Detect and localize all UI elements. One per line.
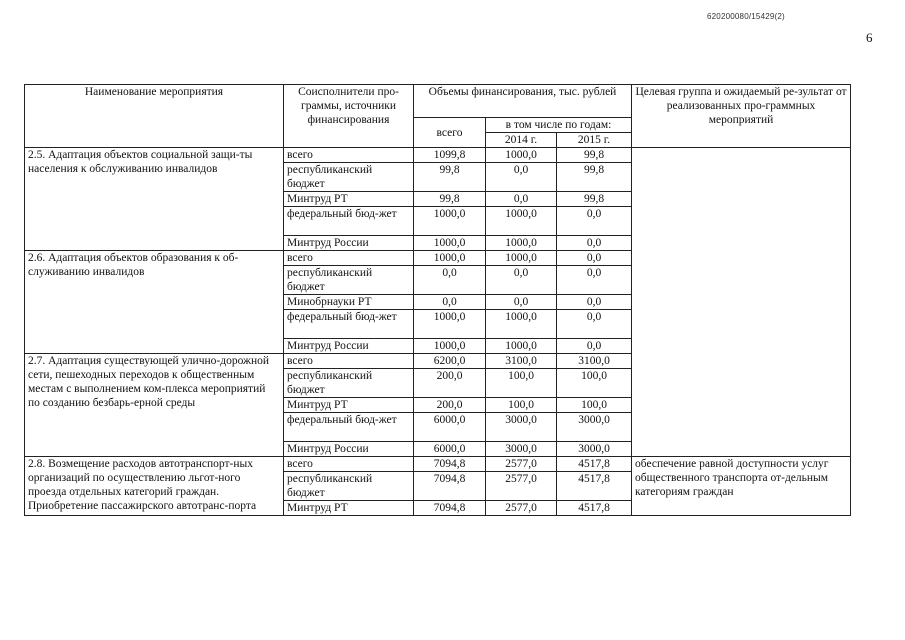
financing-table (24, 84, 851, 516)
amount-y2015: 4517,8 (557, 472, 632, 501)
amount-y2014: 1000,0 (486, 251, 557, 266)
amount-y2014: 3000,0 (486, 413, 557, 442)
amount-y2015: 0,0 (557, 266, 632, 295)
funding-source: республиканский бюджет (284, 266, 414, 295)
amount-total: 6000,0 (414, 442, 486, 457)
amount-y2014: 100,0 (486, 398, 557, 413)
header-year-2015: 2015 г. (557, 133, 632, 148)
amount-total: 200,0 (414, 398, 486, 413)
funding-source: республиканский бюджет (284, 163, 414, 192)
funding-source: всего (284, 457, 414, 472)
funding-source: федеральный бюд-жет (284, 310, 414, 339)
amount-y2014: 2577,0 (486, 457, 557, 472)
amount-y2015: 3100,0 (557, 354, 632, 369)
document-id: 620200080/15429(2) (707, 12, 785, 21)
header-event: Наименование мероприятия (25, 85, 284, 148)
amount-y2015: 0,0 (557, 251, 632, 266)
header-year-2014: 2014 г. (486, 133, 557, 148)
table-row (25, 457, 851, 472)
amount-total: 6200,0 (414, 354, 486, 369)
funding-source: Минтруд РТ (284, 398, 414, 413)
amount-y2014: 1000,0 (486, 310, 557, 339)
amount-y2015: 100,0 (557, 369, 632, 398)
amount-y2015: 0,0 (557, 295, 632, 310)
amount-y2014: 100,0 (486, 369, 557, 398)
amount-total: 99,8 (414, 192, 486, 207)
amount-total: 1000,0 (414, 236, 486, 251)
amount-y2015: 0,0 (557, 339, 632, 354)
amount-y2014: 3000,0 (486, 442, 557, 457)
amount-total: 0,0 (414, 295, 486, 310)
amount-y2015: 3000,0 (557, 413, 632, 442)
header-executors: Соисполнители про-граммы, источники финансирования (284, 85, 414, 148)
amount-total: 7094,8 (414, 472, 486, 501)
funding-source: федеральный бюд-жет (284, 207, 414, 236)
table-row (25, 148, 851, 163)
amount-total: 99,8 (414, 163, 486, 192)
amount-y2015: 0,0 (557, 310, 632, 339)
amount-y2014: 2577,0 (486, 472, 557, 501)
header-funding: Объемы финансирования, тыс. рублей (414, 85, 632, 118)
funding-source: Минтруд РТ (284, 192, 414, 207)
event-name: 2.6. Адаптация объектов образования к об-служиванию инвалидов (25, 251, 284, 354)
amount-y2014: 1000,0 (486, 207, 557, 236)
amount-total: 1000,0 (414, 251, 486, 266)
amount-y2015: 4517,8 (557, 457, 632, 472)
amount-total: 1000,0 (414, 310, 486, 339)
amount-y2015: 3000,0 (557, 442, 632, 457)
header-target: Целевая группа и ожидаемый ре-зультат от реализованных про-граммных мероприятий (632, 85, 851, 148)
funding-source: Минобрнауки РТ (284, 295, 414, 310)
target-group: обеспечение равной доступности услуг общественного транспорта от-дельным категориям граждан (632, 457, 851, 516)
event-name: 2.5. Адаптация объектов социальной защи-ты населения к обслуживанию инвалидов (25, 148, 284, 251)
funding-source: всего (284, 354, 414, 369)
table-header (25, 85, 851, 148)
funding-source: республиканский бюджет (284, 472, 414, 501)
amount-y2015: 99,8 (557, 192, 632, 207)
amount-y2014: 3100,0 (486, 354, 557, 369)
table-body (25, 148, 851, 516)
amount-y2015: 0,0 (557, 236, 632, 251)
amount-y2014: 0,0 (486, 192, 557, 207)
funding-source: Минтруд РТ (284, 501, 414, 516)
page-number: 6 (866, 30, 873, 45)
amount-y2014: 0,0 (486, 163, 557, 192)
amount-y2014: 2577,0 (486, 501, 557, 516)
amount-y2015: 99,8 (557, 163, 632, 192)
amount-y2015: 0,0 (557, 207, 632, 236)
funding-source: всего (284, 251, 414, 266)
event-name: 2.7. Адаптация существующей улично-дорожной сети, пешеходных переходов к общественным местам с выполнением ком-плекса мероприятий по созданию безбарь-ерной среды (25, 354, 284, 457)
funding-source: Минтруд России (284, 236, 414, 251)
amount-total: 1000,0 (414, 339, 486, 354)
funding-source: республиканский бюджет (284, 369, 414, 398)
funding-source: Минтруд России (284, 442, 414, 457)
target-group-empty (632, 148, 851, 457)
amount-total: 200,0 (414, 369, 486, 398)
amount-total: 1099,8 (414, 148, 486, 163)
amount-y2015: 4517,8 (557, 501, 632, 516)
amount-y2014: 1000,0 (486, 148, 557, 163)
funding-source: Минтруд России (284, 339, 414, 354)
amount-total: 6000,0 (414, 413, 486, 442)
amount-y2015: 99,8 (557, 148, 632, 163)
amount-total: 0,0 (414, 266, 486, 295)
funding-source: всего (284, 148, 414, 163)
amount-y2014: 0,0 (486, 266, 557, 295)
amount-y2014: 0,0 (486, 295, 557, 310)
amount-total: 7094,8 (414, 501, 486, 516)
amount-y2014: 1000,0 (486, 339, 557, 354)
amount-y2014: 1000,0 (486, 236, 557, 251)
amount-y2015: 100,0 (557, 398, 632, 413)
amount-total: 1000,0 (414, 207, 486, 236)
header-by-years: в том числе по годам: (486, 118, 632, 133)
header-total: всего (414, 118, 486, 148)
amount-total: 7094,8 (414, 457, 486, 472)
funding-source: федеральный бюд-жет (284, 413, 414, 442)
event-name: 2.8. Возмещение расходов автотранспорт-ных организаций по осуществлению льгот-ного проезда отдельных категорий граждан. Приобретение пассажирского автотранс-порта (25, 457, 284, 516)
